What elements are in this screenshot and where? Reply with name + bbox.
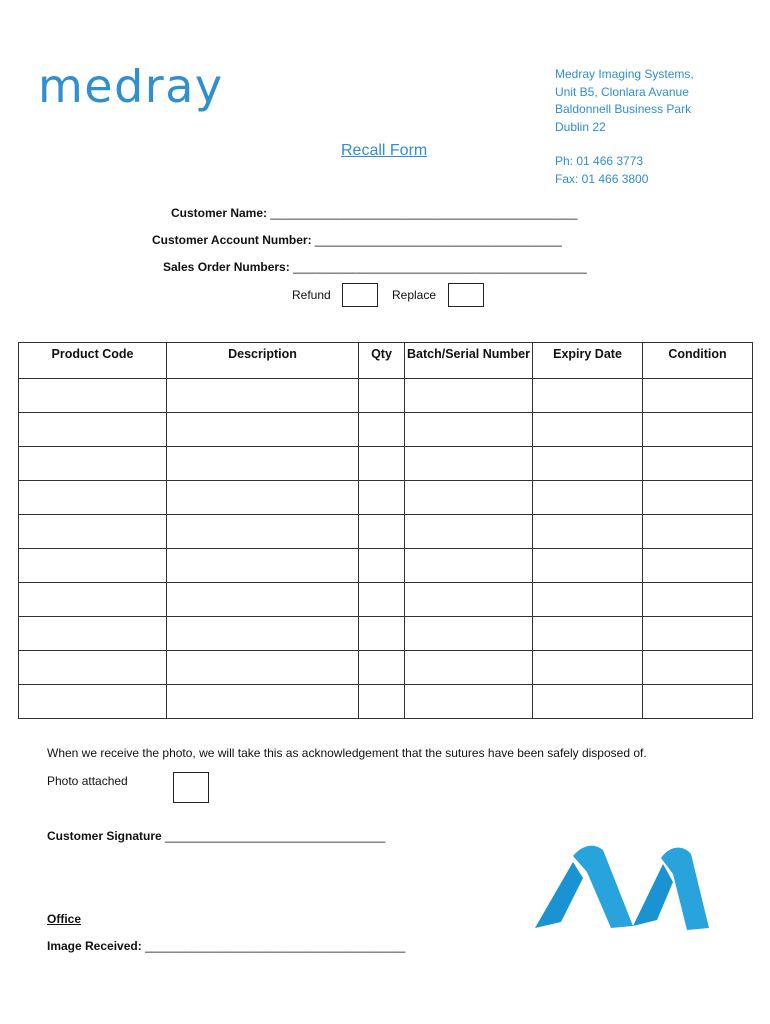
cell-product-code[interactable] bbox=[19, 583, 167, 617]
cell-expiry-date[interactable] bbox=[533, 549, 643, 583]
header-qty: Qty bbox=[359, 343, 405, 379]
cell-product-code[interactable] bbox=[19, 549, 167, 583]
header-condition: Condition bbox=[643, 343, 753, 379]
address-line-2: Unit B5, Clonlara Avanue bbox=[555, 84, 689, 99]
image-received-line[interactable]: _______________________________________ bbox=[145, 939, 406, 953]
refund-label: Refund bbox=[292, 288, 331, 302]
cell-qty[interactable] bbox=[359, 413, 405, 447]
table-row bbox=[19, 413, 753, 447]
cell-batch-serial-number[interactable] bbox=[405, 481, 533, 515]
cell-description[interactable] bbox=[167, 651, 359, 685]
cell-condition[interactable] bbox=[643, 583, 753, 617]
table-row bbox=[19, 379, 753, 413]
table-row bbox=[19, 685, 753, 719]
cell-condition[interactable] bbox=[643, 685, 753, 719]
sales-order-line[interactable]: ____________________________________________ bbox=[293, 260, 587, 274]
cell-condition[interactable] bbox=[643, 447, 753, 481]
cell-expiry-date[interactable] bbox=[533, 617, 643, 651]
cell-product-code[interactable] bbox=[19, 617, 167, 651]
office-heading: Office bbox=[47, 912, 82, 926]
account-number-field[interactable] bbox=[152, 233, 562, 247]
address-line-3: Baldonnell Business Park bbox=[555, 102, 692, 117]
image-received-field[interactable] bbox=[47, 939, 405, 953]
cell-qty[interactable] bbox=[359, 481, 405, 515]
cell-condition[interactable] bbox=[643, 379, 753, 413]
form-title: Recall Form bbox=[341, 142, 428, 159]
cell-batch-serial-number[interactable] bbox=[405, 447, 533, 481]
customer-name-field[interactable] bbox=[171, 206, 577, 220]
table-row bbox=[19, 617, 753, 651]
cell-batch-serial-number[interactable] bbox=[405, 549, 533, 583]
cell-expiry-date[interactable] bbox=[533, 413, 643, 447]
replace-checkbox[interactable] bbox=[448, 283, 484, 307]
cell-batch-serial-number[interactable] bbox=[405, 413, 533, 447]
cell-description[interactable] bbox=[167, 481, 359, 515]
table-row bbox=[19, 549, 753, 583]
sales-order-label: Sales Order Numbers: bbox=[163, 260, 290, 274]
company-address bbox=[555, 66, 694, 189]
cell-qty[interactable] bbox=[359, 685, 405, 719]
cell-batch-serial-number[interactable] bbox=[405, 651, 533, 685]
cell-batch-serial-number[interactable] bbox=[405, 617, 533, 651]
table-row bbox=[19, 515, 753, 549]
customer-name-label: Customer Name: bbox=[171, 206, 268, 220]
cell-condition[interactable] bbox=[643, 515, 753, 549]
cell-product-code[interactable] bbox=[19, 685, 167, 719]
cell-expiry-date[interactable] bbox=[533, 447, 643, 481]
header-product-code: Product Code bbox=[19, 343, 167, 379]
table-row bbox=[19, 447, 753, 481]
cell-batch-serial-number[interactable] bbox=[405, 515, 533, 549]
cell-qty[interactable] bbox=[359, 549, 405, 583]
customer-signature-line[interactable]: _________________________________ bbox=[165, 829, 386, 843]
cell-qty[interactable] bbox=[359, 583, 405, 617]
cell-qty[interactable] bbox=[359, 379, 405, 413]
sales-order-field[interactable] bbox=[163, 260, 587, 274]
cell-product-code[interactable] bbox=[19, 515, 167, 549]
cell-qty[interactable] bbox=[359, 651, 405, 685]
address-line-1: Medray Imaging Systems, bbox=[555, 67, 694, 81]
customer-signature-field[interactable] bbox=[47, 829, 385, 843]
photo-attached-label: Photo attached bbox=[47, 774, 128, 788]
table-row bbox=[19, 583, 753, 617]
cell-product-code[interactable] bbox=[19, 481, 167, 515]
cell-batch-serial-number[interactable] bbox=[405, 583, 533, 617]
cell-product-code[interactable] bbox=[19, 379, 167, 413]
customer-signature-label: Customer Signature bbox=[47, 829, 162, 843]
cell-product-code[interactable] bbox=[19, 447, 167, 481]
table-row bbox=[19, 651, 753, 685]
cell-condition[interactable] bbox=[643, 651, 753, 685]
medray-m-mark-logo bbox=[533, 838, 711, 941]
account-number-label: Customer Account Number: bbox=[152, 233, 312, 247]
recall-items-table bbox=[18, 342, 753, 719]
table-header-row bbox=[19, 343, 753, 379]
cell-batch-serial-number[interactable] bbox=[405, 685, 533, 719]
cell-product-code[interactable] bbox=[19, 651, 167, 685]
cell-condition[interactable] bbox=[643, 549, 753, 583]
cell-description[interactable] bbox=[167, 617, 359, 651]
medray-wordmark-logo bbox=[38, 68, 294, 128]
table-body bbox=[19, 379, 753, 719]
account-number-line[interactable]: _____________________________________ bbox=[314, 233, 562, 247]
cell-expiry-date[interactable] bbox=[533, 515, 643, 549]
cell-expiry-date[interactable] bbox=[533, 379, 643, 413]
cell-expiry-date[interactable] bbox=[533, 481, 643, 515]
cell-description[interactable] bbox=[167, 549, 359, 583]
cell-product-code[interactable] bbox=[19, 413, 167, 447]
cell-qty[interactable] bbox=[359, 617, 405, 651]
medray-logo bbox=[38, 68, 294, 133]
acknowledgement-note: When we receive the photo, we will take this as acknowledgement that the sutures have been safely disposed of. bbox=[47, 746, 647, 760]
cell-condition[interactable] bbox=[643, 617, 753, 651]
cell-description[interactable] bbox=[167, 379, 359, 413]
cell-expiry-date[interactable] bbox=[533, 685, 643, 719]
cell-condition[interactable] bbox=[643, 481, 753, 515]
refund-checkbox[interactable] bbox=[342, 283, 378, 307]
header-description: Description bbox=[167, 343, 359, 379]
cell-condition[interactable] bbox=[643, 413, 753, 447]
cell-batch-serial-number[interactable] bbox=[405, 379, 533, 413]
fax-number: Fax: 01 466 3800 bbox=[555, 171, 649, 186]
medray-m-mark-icon bbox=[533, 838, 711, 936]
replace-label: Replace bbox=[392, 288, 437, 302]
phone-number: Ph: 01 466 3773 bbox=[555, 154, 644, 169]
header-batch-serial-number: Batch/Serial Number bbox=[405, 343, 533, 379]
customer-name-line[interactable]: ______________________________________________ bbox=[270, 206, 578, 220]
cell-expiry-date[interactable] bbox=[533, 651, 643, 685]
cell-expiry-date[interactable] bbox=[533, 583, 643, 617]
table-row bbox=[19, 481, 753, 515]
logo-text: medray bbox=[38, 68, 224, 113]
cell-description[interactable] bbox=[167, 413, 359, 447]
cell-description[interactable] bbox=[167, 685, 359, 719]
cell-description[interactable] bbox=[167, 515, 359, 549]
cell-qty[interactable] bbox=[359, 447, 405, 481]
photo-attached-checkbox[interactable] bbox=[173, 772, 209, 803]
header-expiry-date: Expiry Date bbox=[533, 343, 643, 379]
cell-qty[interactable] bbox=[359, 515, 405, 549]
cell-description[interactable] bbox=[167, 447, 359, 481]
address-line-4: Dublin 22 bbox=[555, 119, 606, 134]
image-received-label: Image Received: bbox=[47, 939, 142, 953]
cell-description[interactable] bbox=[167, 583, 359, 617]
